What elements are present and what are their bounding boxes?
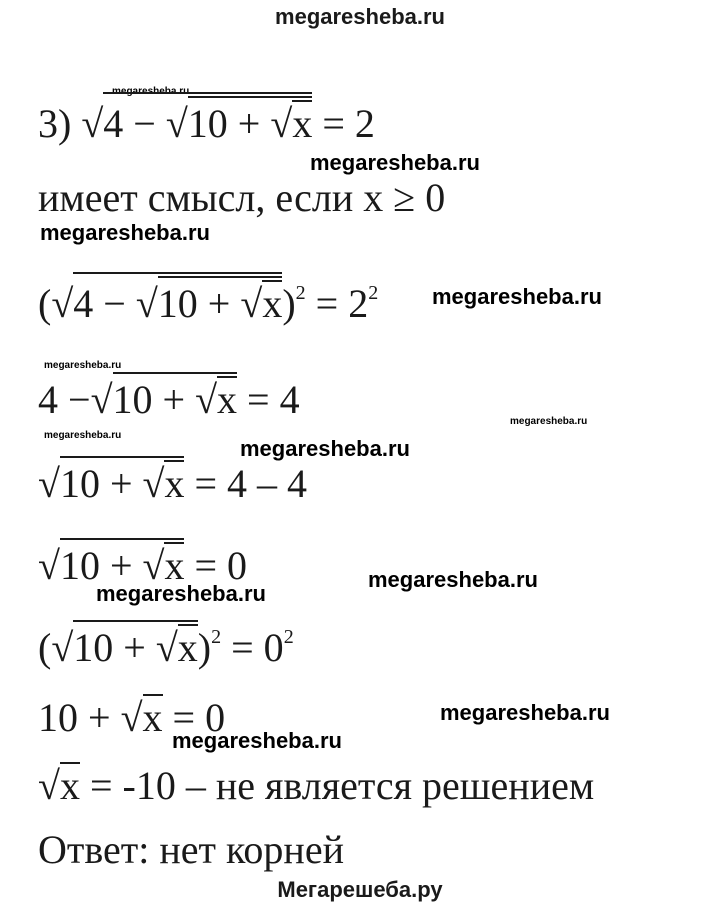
watermark: megaresheba.ru	[112, 86, 190, 97]
equation-line-5: √10 + √x = 4 – 4	[38, 456, 307, 504]
watermark: megaresheba.ru	[40, 220, 210, 245]
watermark: megaresheba.ru	[96, 581, 266, 606]
watermark: megaresheba.ru	[44, 360, 122, 371]
answer: Ответ: нет корней	[38, 827, 344, 872]
watermark: megaresheba.ru	[172, 728, 342, 753]
equation-line-6: √10 + √x = 0	[38, 538, 247, 586]
equation-line-4: 4 −√10 + √x = 4	[38, 372, 300, 420]
equation-line-9: √x = -10 – не является решением	[38, 763, 595, 808]
watermark: megaresheba.ru	[510, 416, 588, 427]
equation-line-7: $(√10 + √x)^2 = 0^2$	[38, 620, 294, 668]
watermark: megaresheba.ru	[440, 700, 610, 725]
watermark: megaresheba.ru	[240, 436, 410, 461]
domain-statement: имеет смысл, если x ≥ 0	[38, 175, 446, 220]
watermark: megaresheba.ru	[368, 567, 538, 592]
equation-line-8: 10 + √x = 0	[38, 695, 226, 740]
outer-radical: √4 − √10 + √x	[81, 92, 312, 144]
header-site-name[interactable]: megaresheba.ru	[275, 4, 445, 29]
equation-line-1: 3) √4 − √10 + √x = 2	[38, 92, 375, 144]
watermark: megaresheba.ru	[310, 150, 480, 175]
equation-line-3: $(√4 - √10 + √x)^2 = 2^2$	[38, 272, 378, 324]
watermark: megaresheba.ru	[432, 284, 602, 309]
problem-number: 3)	[38, 101, 72, 146]
footer-site-name[interactable]: Мегарешеба.ру	[277, 877, 443, 902]
watermark: megaresheba.ru	[44, 430, 122, 441]
